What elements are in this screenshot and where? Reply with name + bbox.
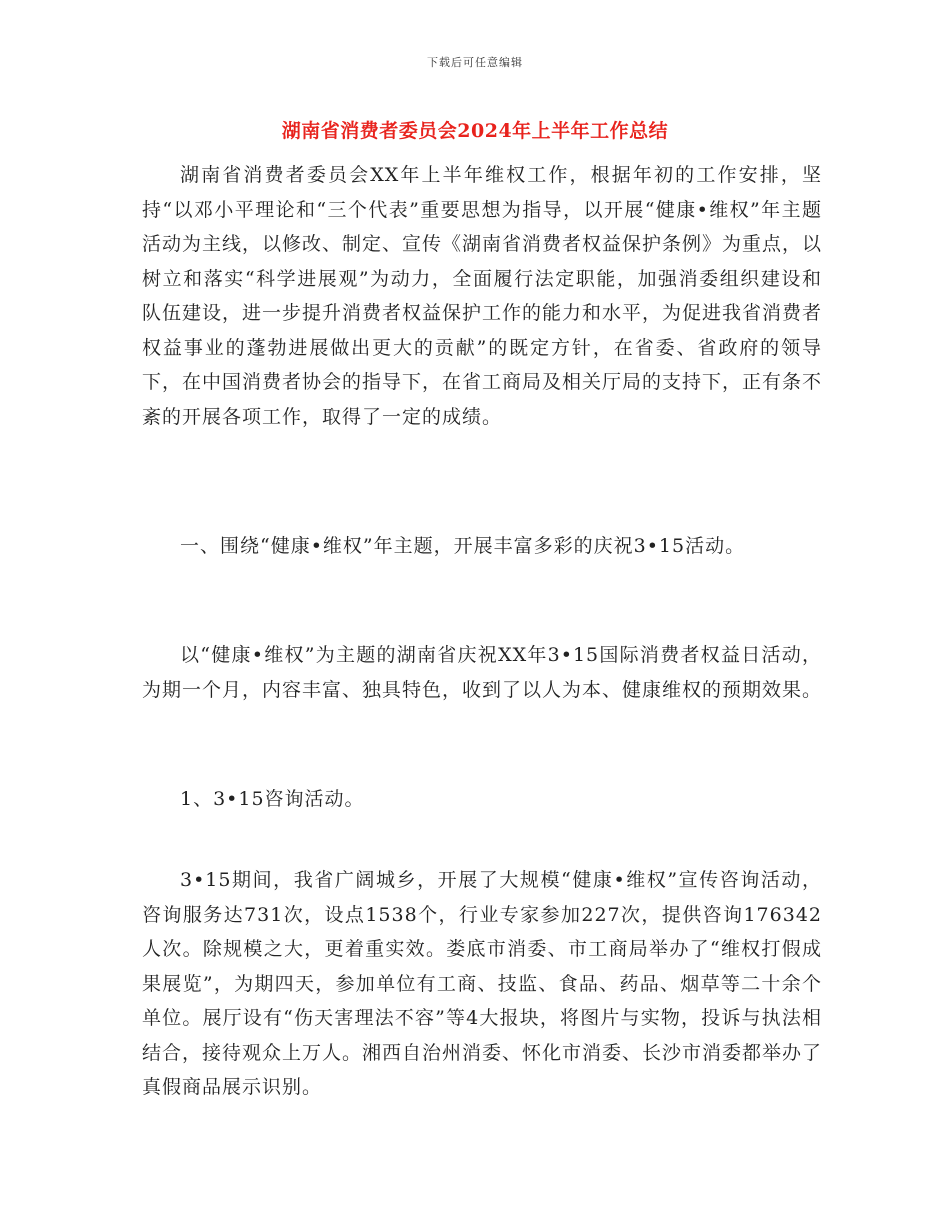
paragraph-theme-activity: 以“健康•维权”为主题的湖南省庆祝XX年3•15国际消费者权益日活动，为期一个月，内容丰富、独具特色，收到了以人为本、健康维权的预期效果。	[142, 644, 823, 701]
paragraph-section-heading-1: 一、围绕“健康•维权”年主题，开展丰富多彩的庆祝3•15活动。	[180, 535, 746, 557]
page-header-note: 下载后可任意编辑	[427, 56, 523, 69]
paragraph-subheading-consulting: 1、3•15咨询活动。	[180, 788, 365, 810]
paragraph-intro: 湖南省消费者委员会XX年上半年维权工作，根据年初的工作安排，坚持“以邓小平理论和“三个代表”重要思想为指导，以开展“健康•维权”年主题活动为主线，以修改、制定、宣传《湖南省消费者权益保护条例》为重点，以树立和落实“科学进展观”为动力，全面履行法定职能，加强消委组织建设和队伍建设，进一步提升消费者权益保护工作的能力和水平，为促进我省消费者权益事业的蓬勃进展做出更大的贡献”的既定方针，在省委、省政府的领导下，在中国消费者协会的指导下，在省工商局及相关厅局的支持下，正有条不紊的开展各项工作，取得了一定的成绩。	[142, 164, 823, 428]
document-title: 湖南省消费者委员会2024年上半年工作总结	[281, 120, 669, 142]
paragraph-consulting-details: 3•15期间，我省广阔城乡，开展了大规模“健康•维权”宣传咨询活动，咨询服务达731次，设点1538个，行业专家参加227次，提供咨询176342人次。除规模之大，更着重实效。娄底市消委、市工商局举办了“维权打假成果展览”，为期四天，参加单位有工商、技监、食品、药品、烟草等二十余个单位。展厅设有“伤天害理法不容”等4大报块，将图片与实物，投诉与执法相结合，接待观众上万人。湘西自治州消委、怀化市消委、长沙市消委都举办了真假商品展示识别。	[142, 869, 823, 1098]
